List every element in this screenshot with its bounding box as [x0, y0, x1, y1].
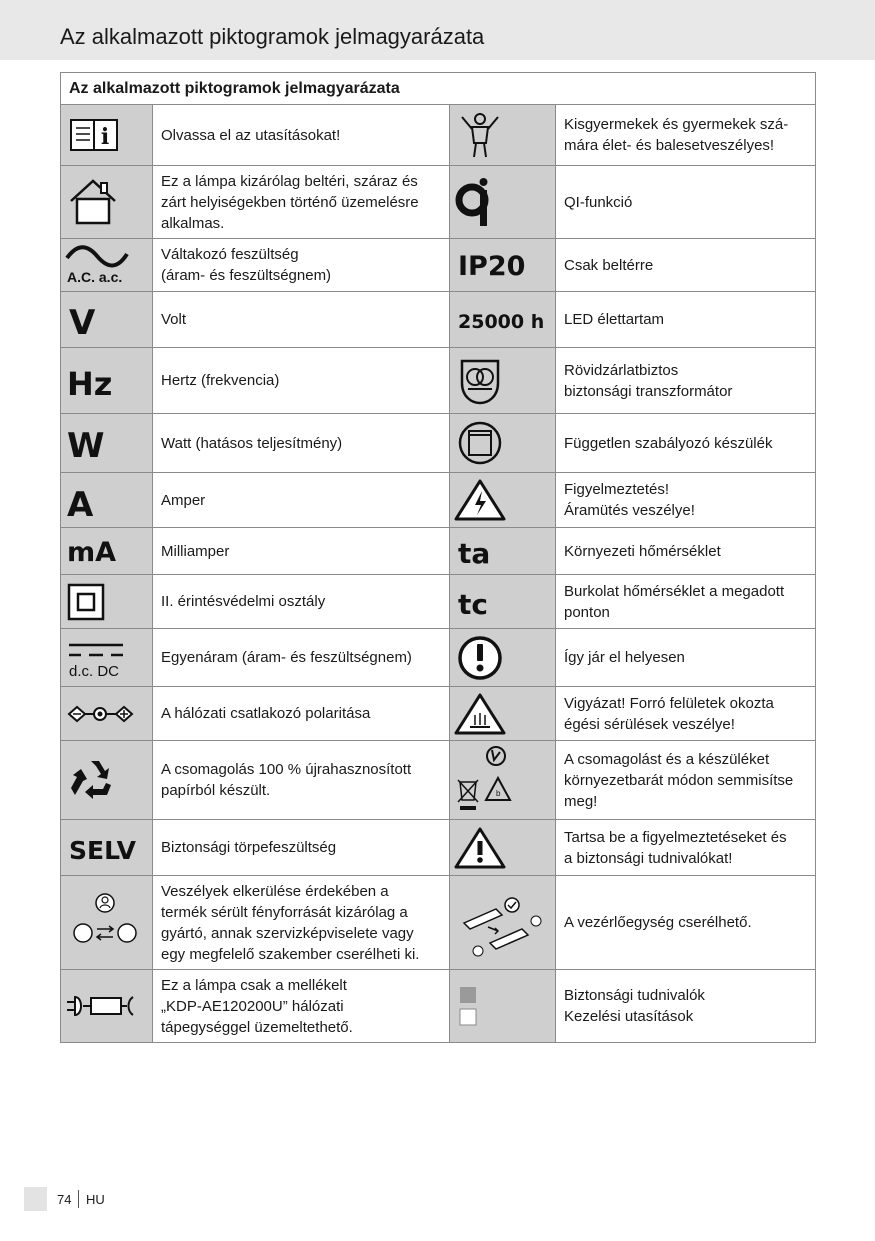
table-title-row [61, 73, 816, 105]
volt-icon [61, 292, 153, 348]
table-row [61, 528, 816, 575]
table-row [61, 166, 816, 239]
table-row [61, 239, 816, 292]
milliampere-icon [61, 528, 153, 575]
house-indoor-icon [61, 166, 153, 239]
recycle-icon [61, 741, 153, 820]
left-description: Volt [153, 292, 450, 348]
children-danger-icon [450, 105, 556, 166]
ambient-temp-icon [450, 528, 556, 575]
legend-squares-icon [450, 970, 556, 1043]
left-description: A csomagolás 100 % újrahasznosított papírból készült. [153, 741, 450, 820]
footer-divider [78, 1190, 79, 1208]
left-description: Hertz (frekvencia) [153, 348, 450, 414]
safety-transformer-icon [450, 348, 556, 414]
page-title: Az alkalmazott piktogramok jelmagyarázata [60, 24, 485, 49]
svg-text:V: V [69, 302, 96, 342]
led-replace-icon [61, 876, 153, 970]
svg-text:SELV: SELV [69, 835, 136, 865]
polarity-icon [61, 687, 153, 741]
right-description: Burkolat hőmérséklet a megadott ponton [556, 575, 816, 629]
hertz-icon [61, 348, 153, 414]
right-description: A csomagolást és a készüléket környezetbarát módon semmisítse meg! [556, 741, 816, 820]
ampere-icon [61, 473, 153, 528]
table-row [61, 575, 816, 629]
watt-icon [61, 414, 153, 473]
left-description: Biztonsági törpefeszültség [153, 820, 450, 876]
footer-box [24, 1187, 47, 1211]
right-description: LED élettartam [556, 292, 816, 348]
right-description: Csak beltérre [556, 239, 816, 292]
svg-text:A.C. a.c.: A.C. a.c. [67, 269, 123, 285]
left-description: Ez a lámpa kizárólag beltéri, száraz és zárt helyiségekben történő üzemelésre alkalmas. [153, 166, 450, 239]
table-row [61, 348, 816, 414]
table-row [61, 292, 816, 348]
hot-surface-warning-icon [450, 687, 556, 741]
right-description: Kisgyermekek és gyermekek szá- mára élet- és balesetveszélyes! [556, 105, 816, 166]
electric-shock-warning-icon [450, 473, 556, 528]
disposal-icon [450, 741, 556, 820]
right-description: Környezeti hőmérséklet [556, 528, 816, 575]
read-manual-icon [61, 105, 153, 166]
svg-text:d.c. DC: d.c. DC [69, 662, 120, 680]
right-description: Figyelmeztetés! Áramütés veszélye! [556, 473, 816, 528]
left-description: Váltakozó feszültség (áram- és feszültségnem) [153, 239, 450, 292]
left-description: Olvassa el az utasításokat! [153, 105, 450, 166]
controller-replace-icon [450, 876, 556, 970]
warning-triangle-icon [450, 820, 556, 876]
svg-text:mA: mA [67, 537, 117, 568]
left-description: Egyenáram (áram- és feszültségnem) [153, 629, 450, 687]
right-description: Rövidzárlatbiztos biztonsági transzformátor [556, 348, 816, 414]
left-description: Watt (hatásos teljesítmény) [153, 414, 450, 473]
ip20-icon [450, 239, 556, 292]
svg-text:25000 h: 25000 h [458, 310, 545, 333]
left-description: Ez a lámpa csak a mellékelt „KDP-AE120200U” hálózati tápegységgel üzemeltethető. [153, 970, 450, 1043]
language-code: HU [86, 1192, 105, 1207]
pictogram-legend-table [60, 72, 816, 1043]
case-temp-icon [450, 575, 556, 629]
svg-text:tc: tc [458, 587, 488, 621]
svg-text:IP20: IP20 [458, 251, 526, 282]
table-row [61, 820, 816, 876]
table-row [61, 473, 816, 528]
power-supply-icon [61, 970, 153, 1043]
table-row [61, 629, 816, 687]
qi-icon [450, 166, 556, 239]
right-description: Biztonsági tudnivalók Kezelési utasítások [556, 970, 816, 1043]
class-ii-icon [61, 575, 153, 629]
left-description: Amper [153, 473, 450, 528]
ac-icon [61, 239, 153, 292]
lifetime-icon [450, 292, 556, 348]
left-description: Milliamper [153, 528, 450, 575]
exclamation-circle-icon [450, 629, 556, 687]
svg-text:b: b [496, 789, 501, 798]
table-row [61, 970, 816, 1043]
right-description: A vezérlőegység cserélhető. [556, 876, 816, 970]
svg-text:W: W [67, 426, 105, 465]
right-description: Tartsa be a figyelmeztetéseket és a biztonsági tudnivalókat! [556, 820, 816, 876]
left-description: II. érintésvédelmi osztály [153, 575, 450, 629]
table-title: Az alkalmazott piktogramok jelmagyarázata [61, 73, 816, 105]
right-description: QI-funkció [556, 166, 816, 239]
selv-icon [61, 820, 153, 876]
svg-text:i: i [100, 124, 110, 150]
table-row [61, 414, 816, 473]
svg-text:A: A [67, 485, 94, 522]
table-row [61, 105, 816, 166]
page-number: 74 [57, 1192, 72, 1207]
table-row [61, 687, 816, 741]
independent-control-icon [450, 414, 556, 473]
right-description: Független szabályozó készülék [556, 414, 816, 473]
left-description: Veszélyek elkerülése érdekében a termék sérült fényforrását kizárólag a gyártó, annak szervizképviselete vagy egy megfelelő szakember cserélheti ki. [153, 876, 450, 970]
dc-icon [61, 629, 153, 687]
right-description: Vigyázat! Forró felületek okozta égési sérülések veszélye! [556, 687, 816, 741]
right-description: Így jár el helyesen [556, 629, 816, 687]
page-header [0, 0, 875, 60]
table-row [61, 876, 816, 970]
svg-text:ta: ta [458, 537, 491, 570]
svg-text:Hz: Hz [67, 364, 113, 403]
table-row [61, 741, 816, 820]
left-description: A hálózati csatlakozó polaritása [153, 687, 450, 741]
